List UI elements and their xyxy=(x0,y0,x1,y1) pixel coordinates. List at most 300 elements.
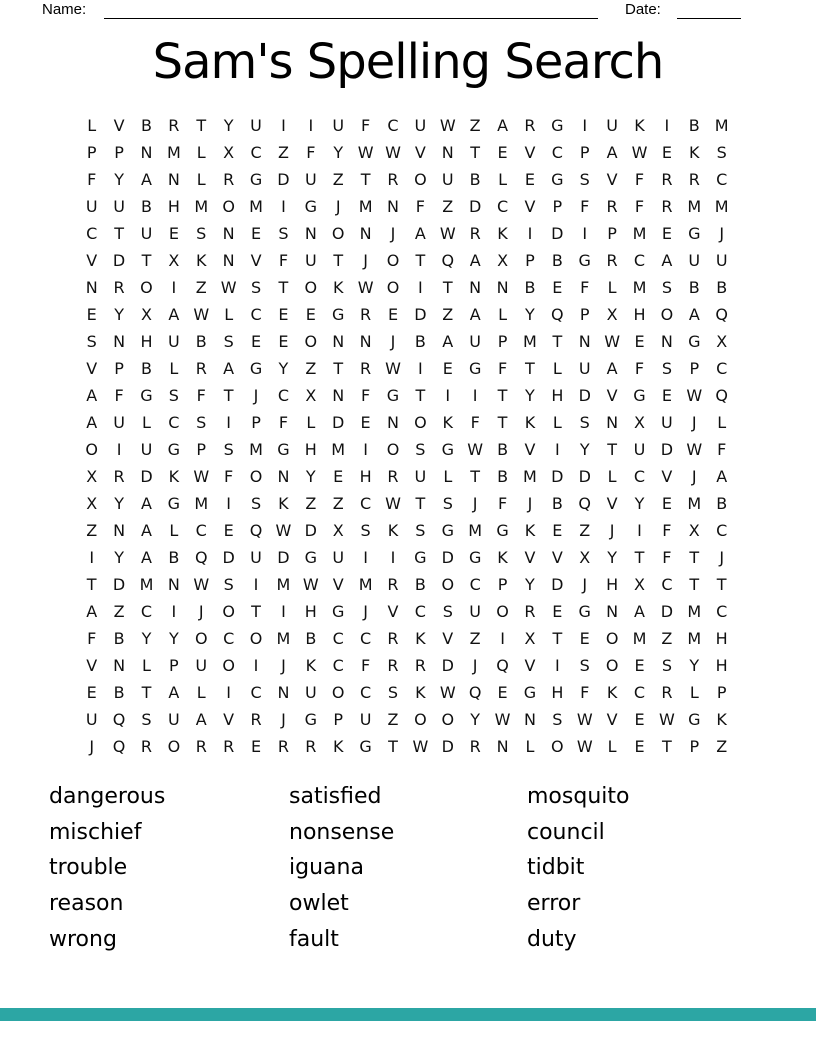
grid-letter: B xyxy=(168,548,180,567)
grid-letter: A xyxy=(688,305,700,324)
grid-letter: U xyxy=(250,116,262,135)
grid-letter: U xyxy=(469,602,482,621)
grid-letter: K xyxy=(332,278,344,297)
word-list-item: error xyxy=(527,891,581,917)
grid-letter: U xyxy=(688,251,701,270)
grid-letter: G xyxy=(167,494,181,513)
grid-letter: N xyxy=(277,683,290,702)
word-list-column xyxy=(289,779,394,957)
grid-letter: L xyxy=(498,305,508,324)
grid-letter: E xyxy=(661,143,672,162)
grid-letter: O xyxy=(222,602,235,621)
grid-letter: C xyxy=(360,629,372,648)
grid-letter: U xyxy=(250,548,262,567)
grid-letter: A xyxy=(223,359,235,378)
grid-letter: T xyxy=(415,251,426,270)
grid-letter: U xyxy=(85,710,98,729)
word-list-item: nonsense xyxy=(289,819,395,845)
grid-letter: F xyxy=(114,386,124,405)
grid-letter: F xyxy=(87,170,97,189)
grid-letter: U xyxy=(168,332,180,351)
grid-letter: T xyxy=(607,440,617,459)
grid-letter: M xyxy=(632,629,647,648)
grid-letter: B xyxy=(716,278,728,297)
grid-letter: E xyxy=(661,494,672,513)
word-list-item: tidbit xyxy=(527,855,585,881)
grid-letter: F xyxy=(634,197,645,216)
grid-letter: F xyxy=(361,386,371,405)
grid-letter: I xyxy=(253,656,259,675)
grid-letter: B xyxy=(524,278,536,297)
grid-letter: P xyxy=(552,197,563,216)
grid-letter: R xyxy=(469,737,481,756)
grid-letter: S xyxy=(223,440,234,459)
grid-letter: D xyxy=(441,737,454,756)
grid-letter: D xyxy=(469,197,482,216)
grid-letter: E xyxy=(86,683,97,702)
grid-letter: R xyxy=(661,197,673,216)
grid-letter: O xyxy=(249,629,263,648)
grid-letter: U xyxy=(304,170,317,189)
word-list-item: mischief xyxy=(49,819,142,845)
grid-letter: X xyxy=(86,467,98,486)
grid-letter: M xyxy=(632,278,647,297)
grid-letter: Y xyxy=(114,170,124,189)
grid-letter: Q xyxy=(194,548,208,567)
grid-letter: O xyxy=(194,629,208,648)
grid-letter: R xyxy=(688,170,700,189)
grid-letter: L xyxy=(196,143,206,162)
grid-letter: I xyxy=(527,224,533,243)
grid-letter: W xyxy=(302,575,319,594)
grid-letter: W xyxy=(439,116,456,135)
grid-letter: G xyxy=(140,386,153,405)
grid-letter: F xyxy=(224,467,234,486)
grid-letter: D xyxy=(551,224,564,243)
grid-letter: U xyxy=(633,440,646,459)
grid-letter: M xyxy=(276,629,291,648)
grid-letter: S xyxy=(141,710,152,729)
grid-letter: E xyxy=(223,521,234,540)
grid-letter: D xyxy=(304,521,317,540)
grid-letter: T xyxy=(470,467,481,486)
grid-letter: S xyxy=(661,359,672,378)
grid-letter: Y xyxy=(525,386,535,405)
grid-letter: E xyxy=(250,332,262,351)
grid-letter: E xyxy=(524,170,535,189)
grid-letter: L xyxy=(169,359,179,378)
grid-letter: V xyxy=(414,143,426,162)
grid-letter: F xyxy=(580,278,590,297)
date-blank-line xyxy=(677,4,741,19)
grid-letter: C xyxy=(360,494,372,513)
grid-letter: F xyxy=(580,683,590,702)
grid-letter: I xyxy=(500,629,505,648)
grid-letter: Z xyxy=(442,197,454,216)
grid-letter: I xyxy=(637,521,642,540)
grid-letter: N xyxy=(167,170,180,189)
grid-letter: J xyxy=(609,521,615,540)
grid-letter: C xyxy=(250,305,262,324)
grid-letter: T xyxy=(333,251,344,270)
grid-letter: A xyxy=(414,224,426,243)
grid-letter: D xyxy=(660,602,674,621)
grid-letter: Q xyxy=(715,386,728,405)
grid-letter: C xyxy=(332,656,344,675)
grid-letter: M xyxy=(194,494,209,513)
grid-letter: M xyxy=(468,521,483,540)
grid-letter: P xyxy=(86,143,97,162)
grid-letter: F xyxy=(662,548,672,567)
grid-letter: W xyxy=(604,332,621,351)
grid-letter: T xyxy=(470,143,481,162)
grid-letter: U xyxy=(113,197,125,216)
grid-letter: M xyxy=(714,116,729,135)
grid-letter: N xyxy=(359,332,372,351)
grid-letter: S xyxy=(442,602,453,621)
grid-letter: E xyxy=(86,305,97,324)
grid-letter: Y xyxy=(579,440,590,459)
grid-letter: R xyxy=(661,170,673,189)
grid-letter: L xyxy=(196,170,206,189)
grid-letter: U xyxy=(332,548,345,567)
word-list-item: wrong xyxy=(49,926,117,952)
grid-letter: M xyxy=(194,197,209,216)
grid-letter: B xyxy=(414,332,426,351)
grid-letter: J xyxy=(527,494,533,513)
grid-letter: E xyxy=(634,656,645,675)
grid-letter: T xyxy=(251,602,261,621)
grid-letter: J xyxy=(582,575,588,594)
grid-letter: Y xyxy=(305,467,316,486)
grid-letter: Q xyxy=(441,251,455,270)
grid-letter: Z xyxy=(716,737,728,756)
grid-letter: D xyxy=(414,305,427,324)
grid-letter: H xyxy=(304,440,317,459)
grid-letter: N xyxy=(140,143,153,162)
grid-letter: T xyxy=(196,116,207,135)
grid-letter: J xyxy=(691,467,697,486)
grid-letter: Z xyxy=(305,494,317,513)
grid-letter: P xyxy=(114,359,124,378)
grid-letter: U xyxy=(85,197,98,216)
grid-letter: G xyxy=(277,440,290,459)
grid-letter: R xyxy=(387,575,399,594)
grid-letter: I xyxy=(226,683,231,702)
grid-letter: G xyxy=(468,359,482,378)
word-list-column xyxy=(527,779,629,957)
grid-letter: G xyxy=(688,224,701,243)
grid-letter: R xyxy=(113,467,125,486)
grid-letter: L xyxy=(607,737,617,756)
grid-letter: U xyxy=(414,467,427,486)
grid-letter: N xyxy=(523,710,536,729)
grid-letter: S xyxy=(579,413,590,432)
grid-letter: R xyxy=(277,737,289,756)
grid-letter: L xyxy=(196,683,206,702)
grid-letter: F xyxy=(634,170,645,189)
grid-letter: C xyxy=(661,575,673,594)
grid-letter: W xyxy=(357,143,374,162)
grid-letter: K xyxy=(497,224,508,243)
grid-letter: V xyxy=(387,602,399,621)
word-list-item: duty xyxy=(527,926,577,952)
grid-letter: R xyxy=(223,737,235,756)
grid-letter: O xyxy=(414,710,427,729)
grid-letter: O xyxy=(85,440,98,459)
grid-letter: A xyxy=(86,386,98,405)
grid-letter: A xyxy=(141,521,152,540)
grid-letter: C xyxy=(496,197,509,216)
grid-letter: C xyxy=(633,467,646,486)
grid-letter: I xyxy=(89,548,95,567)
grid-letter: F xyxy=(87,629,97,648)
grid-letter: M xyxy=(139,575,154,594)
grid-letter: W xyxy=(576,737,593,756)
grid-letter: E xyxy=(497,683,508,702)
grid-letter: F xyxy=(580,197,590,216)
grid-letter: K xyxy=(716,710,727,729)
grid-letter: F xyxy=(497,359,508,378)
grid-letter: E xyxy=(387,305,399,324)
grid-letter: G xyxy=(551,116,564,135)
grid-letter: W xyxy=(275,521,292,540)
grid-letter: S xyxy=(168,386,179,405)
grid-letter: A xyxy=(168,305,180,324)
date-label: Date: xyxy=(625,1,661,18)
grid-letter: M xyxy=(166,143,181,162)
grid-letter: K xyxy=(606,683,618,702)
grid-letter: I xyxy=(281,602,286,621)
grid-letter: K xyxy=(634,116,645,135)
grid-letter: P xyxy=(716,683,727,702)
grid-letter: A xyxy=(661,251,673,270)
grid-letter: Y xyxy=(223,116,234,135)
grid-letter: Y xyxy=(333,143,344,162)
grid-letter: V xyxy=(442,629,454,648)
grid-letter: U xyxy=(578,359,591,378)
grid-letter: I xyxy=(116,440,122,459)
grid-letter: W xyxy=(439,224,456,243)
grid-letter: B xyxy=(140,116,152,135)
grid-letter: H xyxy=(304,602,317,621)
grid-letter: P xyxy=(169,656,179,675)
grid-letter: E xyxy=(168,224,179,243)
grid-letter: T xyxy=(388,737,398,756)
grid-letter: U xyxy=(332,116,345,135)
grid-letter: G xyxy=(523,683,537,702)
grid-letter: T xyxy=(662,737,672,756)
grid-letter: G xyxy=(441,521,454,540)
grid-letter: E xyxy=(250,737,262,756)
grid-letter: T xyxy=(114,224,124,243)
grid-letter: U xyxy=(195,656,208,675)
grid-letter: Q xyxy=(468,683,482,702)
grid-letter: W xyxy=(576,710,593,729)
grid-letter: J xyxy=(719,548,725,567)
grid-letter: Y xyxy=(278,359,289,378)
grid-letter: F xyxy=(361,656,371,675)
grid-letter: G xyxy=(304,710,318,729)
grid-letter: H xyxy=(167,197,180,216)
grid-letter: T xyxy=(634,548,645,567)
grid-letter: T xyxy=(552,332,563,351)
grid-letter: K xyxy=(305,656,317,675)
grid-letter: E xyxy=(278,332,289,351)
grid-letter: R xyxy=(113,278,125,297)
grid-letter: G xyxy=(359,737,372,756)
grid-letter: D xyxy=(140,467,153,486)
grid-letter: V xyxy=(86,251,98,270)
grid-letter: S xyxy=(415,440,426,459)
grid-letter: Y xyxy=(114,494,124,513)
grid-letter: T xyxy=(497,413,508,432)
grid-letter: B xyxy=(497,440,509,459)
grid-letter: T xyxy=(360,170,371,189)
grid-letter: P xyxy=(114,143,124,162)
word-list-item: satisfied xyxy=(289,784,382,810)
grid-letter: G xyxy=(332,305,345,324)
grid-letter: C xyxy=(551,143,563,162)
grid-letter: X xyxy=(634,413,645,432)
grid-letter: G xyxy=(688,710,701,729)
grid-letter: V xyxy=(524,143,536,162)
grid-letter: X xyxy=(305,386,317,405)
grid-letter: E xyxy=(552,278,563,297)
grid-letter: Z xyxy=(113,602,125,621)
grid-letter: M xyxy=(687,629,702,648)
grid-letter: O xyxy=(441,710,455,729)
grid-letter: G xyxy=(249,359,263,378)
grid-letter: N xyxy=(222,224,235,243)
grid-letter: W xyxy=(385,494,401,513)
grid-letter: B xyxy=(497,467,509,486)
grid-letter: O xyxy=(167,737,181,756)
grid-letter: X xyxy=(634,575,645,594)
grid-letter: W xyxy=(193,575,210,594)
grid-letter: I xyxy=(390,548,396,567)
grid-letter: I xyxy=(418,278,423,297)
grid-letter: K xyxy=(524,521,536,540)
grid-letter: I xyxy=(363,548,368,567)
grid-letter: R xyxy=(250,710,262,729)
grid-letter: C xyxy=(250,683,262,702)
grid-letter: D xyxy=(112,251,126,270)
grid-letter: H xyxy=(551,386,564,405)
grid-letter: G xyxy=(551,170,564,189)
grid-letter: N xyxy=(578,332,591,351)
grid-letter: I xyxy=(308,116,314,135)
grid-letter: J xyxy=(719,224,725,243)
grid-letter: B xyxy=(113,629,125,648)
grid-letter: S xyxy=(661,656,672,675)
grid-letter: F xyxy=(470,413,480,432)
grid-letter: L xyxy=(552,413,562,432)
grid-letter: L xyxy=(717,413,727,432)
grid-letter: F xyxy=(415,197,425,216)
grid-letter: Z xyxy=(661,629,673,648)
grid-letter: F xyxy=(497,494,508,513)
grid-letter: O xyxy=(386,440,400,459)
grid-letter: H xyxy=(606,575,619,594)
grid-letter: L xyxy=(607,278,617,297)
grid-letter: U xyxy=(168,710,180,729)
grid-letter: F xyxy=(196,386,206,405)
grid-letter: J xyxy=(198,602,204,621)
grid-letter: K xyxy=(415,629,426,648)
grid-letter: C xyxy=(277,386,290,405)
grid-letter: U xyxy=(414,116,427,135)
grid-letter: O xyxy=(331,224,345,243)
grid-letter: O xyxy=(414,170,427,189)
grid-letter: C xyxy=(387,116,399,135)
grid-letter: M xyxy=(331,440,346,459)
grid-letter: T xyxy=(552,629,563,648)
grid-letter: I xyxy=(363,440,368,459)
grid-letter: N xyxy=(332,332,345,351)
grid-letter: C xyxy=(86,224,98,243)
grid-letter: Y xyxy=(114,548,124,567)
grid-letter: A xyxy=(469,305,481,324)
grid-letter: V xyxy=(524,656,536,675)
grid-letter: Q xyxy=(112,737,126,756)
grid-letter: V xyxy=(223,710,235,729)
grid-letter: D xyxy=(660,440,674,459)
grid-letter: T xyxy=(442,278,453,297)
grid-letter: O xyxy=(222,656,235,675)
grid-letter: J xyxy=(390,224,396,243)
grid-letter: R xyxy=(360,305,372,324)
grid-letter: V xyxy=(250,251,262,270)
grid-letter: P xyxy=(579,305,590,324)
grid-letter: D xyxy=(578,467,591,486)
grid-letter: L xyxy=(142,413,151,432)
grid-letter: T xyxy=(141,251,152,270)
grid-letter: B xyxy=(414,575,426,594)
grid-letter: Z xyxy=(305,359,317,378)
grid-letter: A xyxy=(141,494,152,513)
grid-letter: R xyxy=(387,467,399,486)
grid-letter: R xyxy=(414,656,426,675)
grid-letter: G xyxy=(468,548,482,567)
grid-letter: B xyxy=(469,170,481,189)
grid-letter: V xyxy=(661,467,673,486)
grid-letter: A xyxy=(606,359,618,378)
grid-letter: O xyxy=(249,467,263,486)
grid-letter: P xyxy=(579,143,590,162)
grid-letter: M xyxy=(523,467,537,486)
grid-letter: V xyxy=(606,710,618,729)
grid-letter: S xyxy=(223,575,234,594)
grid-letter: T xyxy=(689,575,700,594)
grid-letter: G xyxy=(441,440,454,459)
grid-letter: C xyxy=(469,575,481,594)
grid-letter: A xyxy=(469,251,481,270)
grid-letter: V xyxy=(332,575,344,594)
grid-letter: G xyxy=(167,440,181,459)
grid-letter: K xyxy=(415,683,426,702)
grid-letter: U xyxy=(304,251,317,270)
grid-letter: K xyxy=(524,413,536,432)
grid-letter: D xyxy=(222,548,235,567)
grid-letter: U xyxy=(304,683,317,702)
grid-letter: N xyxy=(85,278,98,297)
grid-letter: G xyxy=(304,197,318,216)
grid-letter: Y xyxy=(168,629,179,648)
grid-letter: S xyxy=(552,710,563,729)
grid-letter: I xyxy=(171,278,177,297)
grid-letter: N xyxy=(496,737,509,756)
